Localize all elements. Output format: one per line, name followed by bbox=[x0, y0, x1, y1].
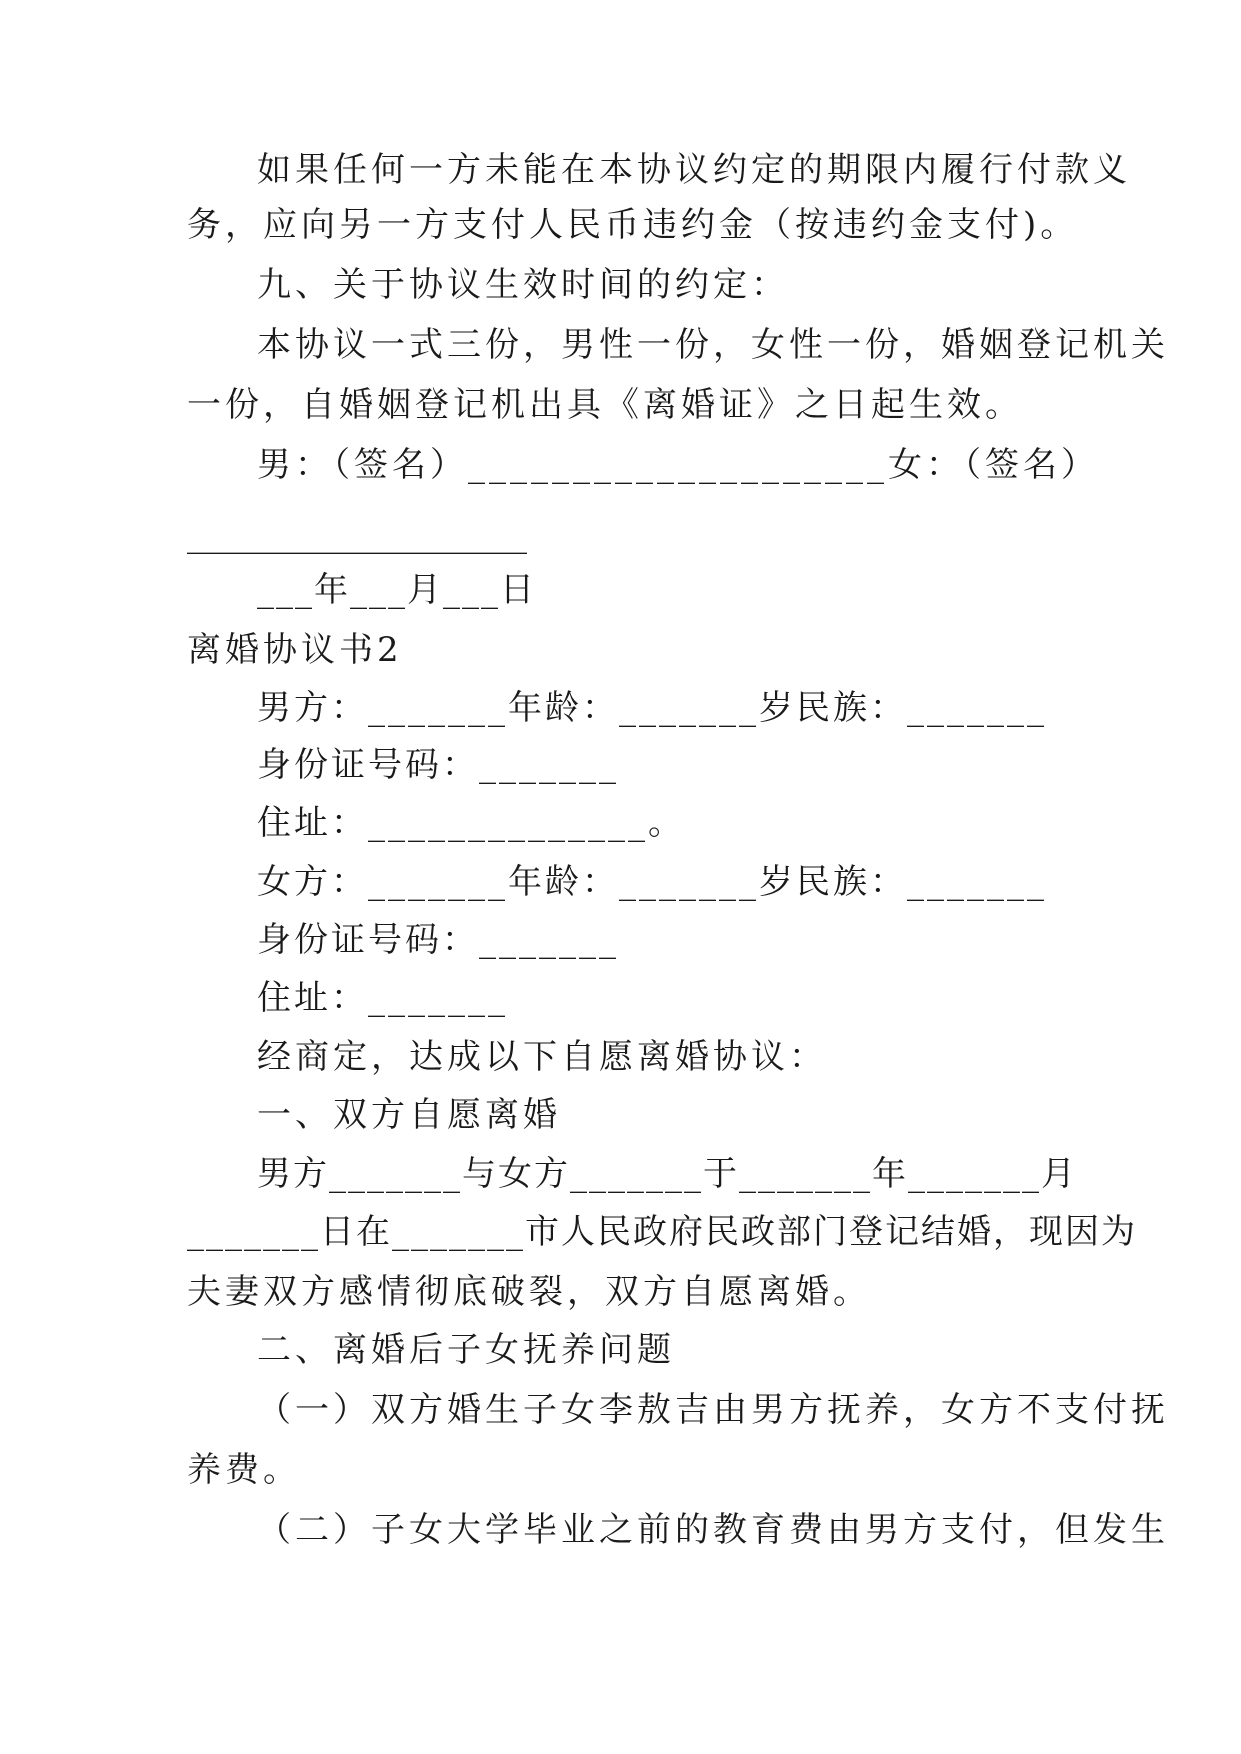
paragraph-line: 如果任何一方未能在本协议约定的期限内履行付款义 bbox=[257, 150, 1131, 190]
section-heading: 二、离婚后子女抚养问题 bbox=[257, 1330, 675, 1370]
paragraph-line: _______日在_______市人民政府民政部门登记结婚，现因为 bbox=[187, 1212, 1137, 1252]
signature-blank: ____________________ bbox=[187, 515, 527, 555]
section-heading: 九、关于协议生效时间的约定： bbox=[257, 265, 789, 305]
paragraph-line: 一份，自婚姻登记机出具《离婚证》之日起生效。 bbox=[187, 385, 1023, 425]
man-info-line: 男方：_______年龄：_______岁民族：_______ bbox=[257, 688, 1047, 728]
paragraph-line: 务，应向另一方支付人民币违约金（按违约金支付)。 bbox=[187, 205, 1079, 245]
man-id-line: 身份证号码：_______ bbox=[257, 745, 619, 785]
agreement-intro: 经商定，达成以下自愿离婚协议： bbox=[257, 1037, 827, 1077]
paragraph-line: （一）双方婚生子女李敖吉由男方抚养，女方不支付抚 bbox=[257, 1390, 1169, 1430]
man-address-line: 住址：______________。 bbox=[257, 803, 685, 843]
paragraph-line: （二）子女大学毕业之前的教育费由男方支付，但发生 bbox=[257, 1510, 1169, 1550]
paragraph-line: 男方_______与女方_______于_______年_______月 bbox=[257, 1154, 1077, 1194]
paragraph-line: 夫妻双方感情彻底破裂，双方自愿离婚。 bbox=[187, 1272, 871, 1312]
signature-line: 男：（签名）____________________女：（签名） bbox=[257, 445, 1099, 485]
section-heading: 一、双方自愿离婚 bbox=[257, 1095, 561, 1135]
document-title: 离婚协议书2 bbox=[187, 630, 403, 670]
woman-id-line: 身份证号码：_______ bbox=[257, 920, 619, 960]
paragraph-line: 养费。 bbox=[187, 1450, 301, 1490]
paragraph-line: 本协议一式三份，男性一份，女性一份，婚姻登记机关 bbox=[257, 325, 1169, 365]
date-line: ___年___月___日 bbox=[257, 570, 536, 610]
woman-info-line: 女方：_______年龄：_______岁民族：_______ bbox=[257, 862, 1047, 902]
woman-address-line: 住址：_______ bbox=[257, 978, 508, 1018]
